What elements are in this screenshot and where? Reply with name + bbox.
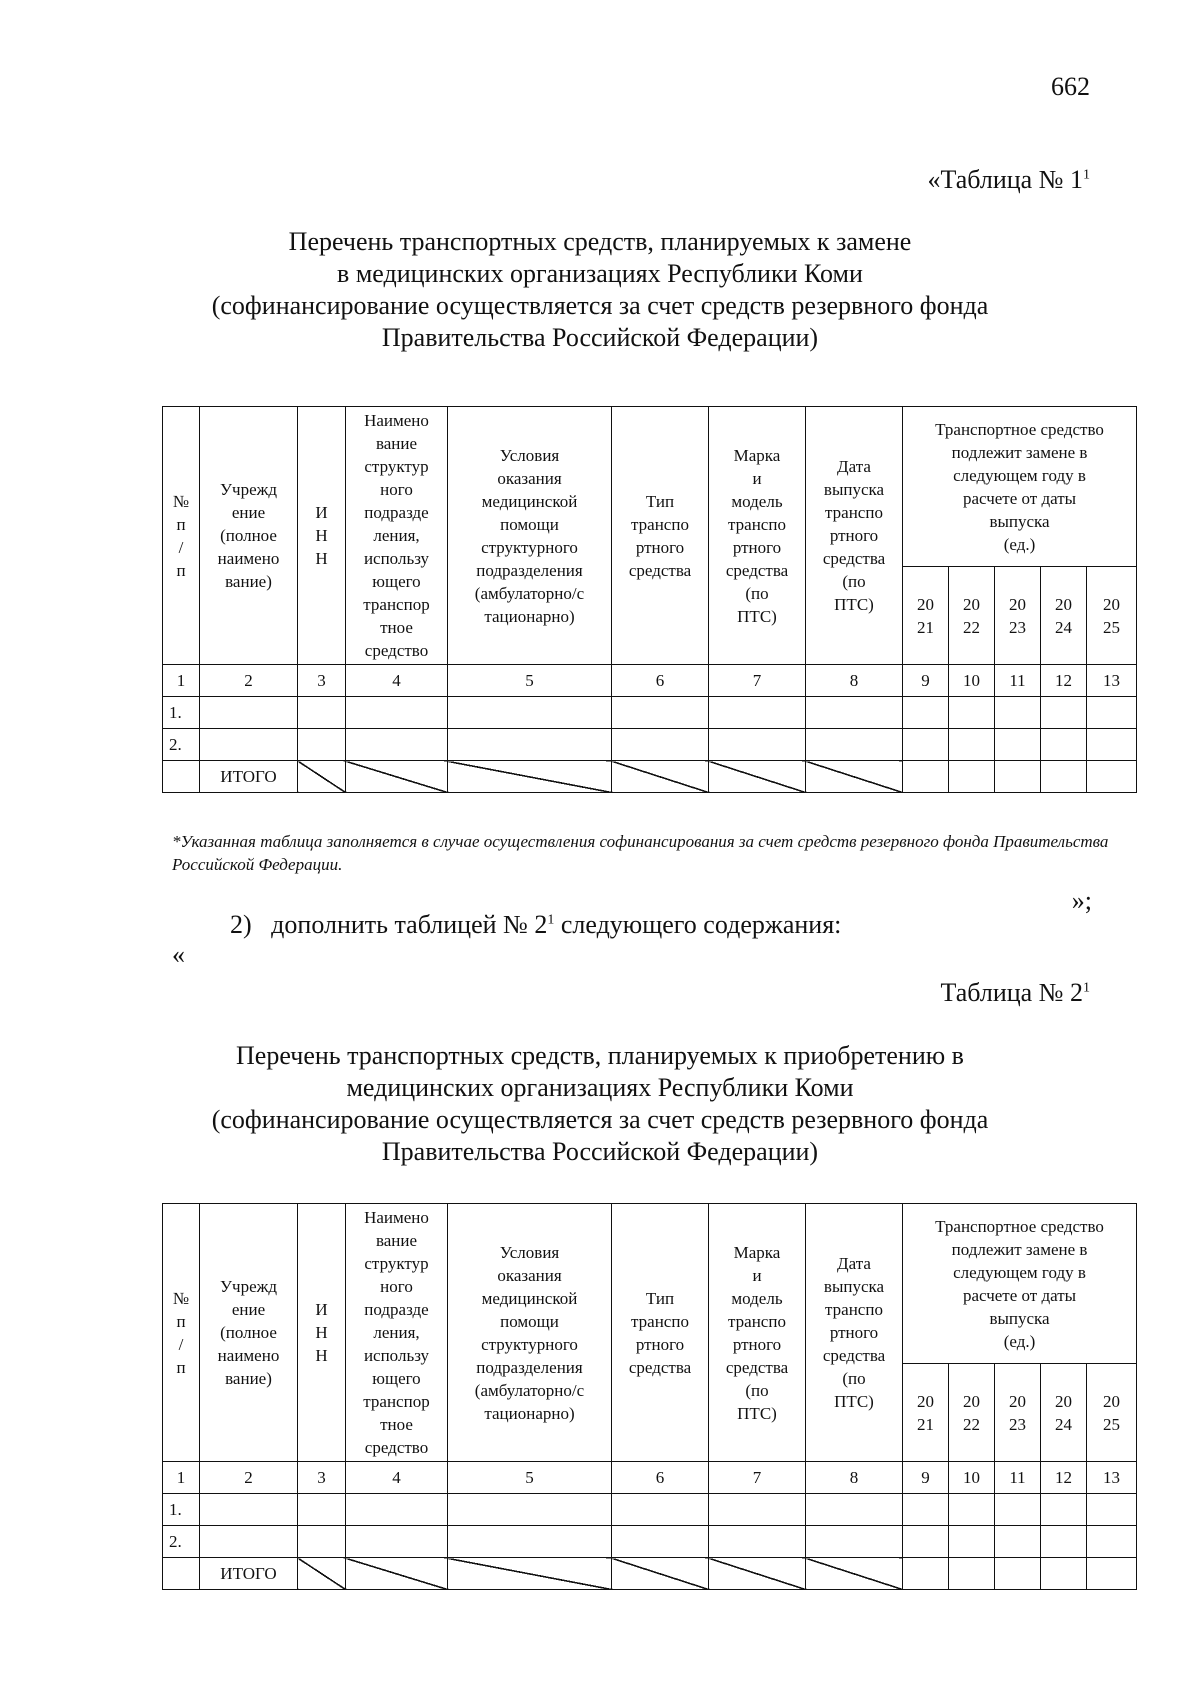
page-number: 662 — [1051, 72, 1090, 101]
header-release-date: Дата выпуска транспо ртного средства (по ПТС) — [806, 1204, 903, 1462]
table-cell — [903, 1526, 949, 1558]
table-cell — [298, 697, 346, 729]
table1-title-line: Перечень транспортных средств, планируемых к замене — [288, 227, 912, 256]
header-year: 20 22 — [949, 567, 995, 665]
table-cell — [1041, 761, 1087, 793]
col-num: 9 — [903, 665, 949, 697]
table1-title-line: в медицинских организациях Республики Коми — [337, 259, 863, 288]
table-cell — [612, 697, 709, 729]
header-year: 20 21 — [903, 567, 949, 665]
col-num: 4 — [346, 665, 448, 697]
table2-title-line: медицинских организациях Республики Коми — [346, 1073, 854, 1102]
row-number: 2. — [163, 1526, 200, 1558]
col-num: 13 — [1087, 1462, 1137, 1494]
diagonal-cell — [709, 761, 806, 793]
diagonal-cell — [709, 1558, 806, 1590]
table-cell — [200, 697, 298, 729]
col-num: 2 — [200, 1462, 298, 1494]
col-num: 2 — [200, 665, 298, 697]
table-cell — [903, 697, 949, 729]
paragraph-2 — [230, 910, 841, 940]
table-cell — [1041, 729, 1087, 761]
table-cell — [903, 1558, 949, 1590]
table-cell — [612, 1526, 709, 1558]
table1-label — [927, 165, 1090, 195]
header-year: 20 22 — [949, 1364, 995, 1462]
total-label: ИТОГО — [200, 1558, 298, 1590]
table-cell — [448, 1494, 612, 1526]
table1-label-sup: 1 — [1083, 167, 1090, 183]
table-row — [163, 1526, 1137, 1558]
table-row — [163, 729, 1137, 761]
col-num: 11 — [995, 1462, 1041, 1494]
col-num: 9 — [903, 1462, 949, 1494]
header-replacement: Транспортное средство подлежит замене в следующем году в расчете от даты выпуска (ед.) — [903, 407, 1137, 567]
header-year: 20 25 — [1087, 567, 1137, 665]
total-label: ИТОГО — [200, 761, 298, 793]
table-cell — [949, 1494, 995, 1526]
table-row — [163, 1494, 1137, 1526]
table-cell — [949, 1526, 995, 1558]
col-num: 8 — [806, 1462, 903, 1494]
table-cell — [1087, 761, 1137, 793]
table-cell — [612, 1494, 709, 1526]
header-year: 20 25 — [1087, 1364, 1137, 1462]
paragraph-number: 2) — [230, 910, 252, 939]
col-num: 4 — [346, 1462, 448, 1494]
table-cell — [709, 697, 806, 729]
table-cell — [1087, 1558, 1137, 1590]
table-cell — [163, 761, 200, 793]
col-num: 13 — [1087, 665, 1137, 697]
table-cell — [1041, 697, 1087, 729]
header-year: 20 24 — [1041, 1364, 1087, 1462]
opening-quote: « — [172, 940, 185, 969]
col-num: 12 — [1041, 1462, 1087, 1494]
table-cell — [1041, 1494, 1087, 1526]
col-num: 7 — [709, 665, 806, 697]
diagonal-cell — [298, 1558, 346, 1590]
header-subdivision: Наимено вание структур ного подразде ления, использу ющего транспор тное средство — [346, 1204, 448, 1462]
table-cell — [298, 1526, 346, 1558]
table2-label-sup: 1 — [1083, 980, 1090, 996]
col-num: 8 — [806, 665, 903, 697]
header-inn: И Н Н — [298, 407, 346, 665]
table-cell — [949, 761, 995, 793]
table-cell — [1041, 1526, 1087, 1558]
table-cell — [709, 1526, 806, 1558]
header-inn: И Н Н — [298, 1204, 346, 1462]
diagonal-cell — [346, 761, 448, 793]
table-cell — [346, 729, 448, 761]
table-cell — [1087, 1494, 1137, 1526]
table1-label-text: «Таблица № 1 — [927, 165, 1083, 194]
table-cell — [612, 729, 709, 761]
header-vehicle-type: Тип транспо ртного средства — [612, 407, 709, 665]
total-row — [163, 1558, 1137, 1590]
table2-title-line: Перечень транспортных средств, планируемых к приобретению в — [236, 1041, 964, 1070]
column-number-row — [163, 665, 1137, 697]
header-year: 20 23 — [995, 567, 1041, 665]
table-cell — [298, 729, 346, 761]
closing-quote: »; — [1071, 886, 1092, 915]
header-year: 20 21 — [903, 1364, 949, 1462]
footnote: *Указанная таблица заполняется в случае осуществления софинансирования за счет средств резервного фонда Правительства Российской Федерации. — [172, 832, 1109, 874]
table2-title-line: (софинансирование осуществляется за счет средств резервного фонда — [211, 1105, 989, 1134]
table-cell — [200, 1494, 298, 1526]
table-row — [163, 697, 1137, 729]
diagonal-cell — [448, 1558, 612, 1590]
table-cell — [298, 1494, 346, 1526]
header-year: 20 23 — [995, 1364, 1041, 1462]
table1-title-line: (софинансирование осуществляется за счет средств резервного фонда — [211, 291, 989, 320]
table-cell — [806, 1494, 903, 1526]
table-cell — [346, 1526, 448, 1558]
row-number: 1. — [163, 697, 200, 729]
header-institution: Учрежд ение (полное наимено вание) — [200, 407, 298, 665]
col-num: 12 — [1041, 665, 1087, 697]
table-cell — [949, 697, 995, 729]
table-cell — [995, 1526, 1041, 1558]
diagonal-cell — [806, 761, 903, 793]
table-cell — [903, 729, 949, 761]
table-cell — [806, 1526, 903, 1558]
table-cell — [995, 729, 1041, 761]
header-conditions: Условия оказания медицинской помощи структурного подразделения (амбулаторно/с тационарно) — [448, 407, 612, 665]
header-release-date: Дата выпуска транспо ртного средства (по ПТС) — [806, 407, 903, 665]
table2-title-line: Правительства Российской Федерации) — [381, 1137, 819, 1166]
table1-title — [160, 226, 1040, 354]
table-cell — [200, 729, 298, 761]
col-num: 6 — [612, 1462, 709, 1494]
table2-label-text: Таблица № 2 — [940, 978, 1083, 1007]
table-cell — [995, 1494, 1041, 1526]
table-cell — [709, 1494, 806, 1526]
diagonal-cell — [346, 1558, 448, 1590]
header-institution: Учрежд ение (полное наимено вание) — [200, 1204, 298, 1462]
table-cell — [1087, 729, 1137, 761]
col-num: 1 — [163, 665, 200, 697]
table-cell — [448, 697, 612, 729]
header-make-model: Марка и модель транспо ртного средства (по ПТС) — [709, 407, 806, 665]
table-cell — [903, 761, 949, 793]
table-cell — [200, 1526, 298, 1558]
row-number: 2. — [163, 729, 200, 761]
col-num: 3 — [298, 1462, 346, 1494]
total-row — [163, 761, 1137, 793]
col-num: 10 — [949, 665, 995, 697]
col-num: 6 — [612, 665, 709, 697]
table-cell — [346, 697, 448, 729]
table-cell — [1087, 697, 1137, 729]
table2-title — [160, 1040, 1040, 1168]
diagonal-cell — [612, 761, 709, 793]
table-cell — [448, 729, 612, 761]
paragraph-sup: 1 — [547, 912, 555, 928]
header-replacement: Транспортное средство подлежит замене в следующем году в расчете от даты выпуска (ед.) — [903, 1204, 1137, 1364]
paragraph-text: дополнить таблицей № 2 — [271, 910, 548, 939]
diagonal-cell — [612, 1558, 709, 1590]
header-number: № п / п — [163, 407, 200, 665]
col-num: 5 — [448, 1462, 612, 1494]
header-subdivision: Наимено вание структур ного подразде ления, использу ющего транспор тное средство — [346, 407, 448, 665]
header-conditions: Условия оказания медицинской помощи структурного подразделения (амбулаторно/с тационарно) — [448, 1204, 612, 1462]
col-num: 11 — [995, 665, 1041, 697]
table-cell — [995, 697, 1041, 729]
row-number: 1. — [163, 1494, 200, 1526]
table-cell — [1041, 1558, 1087, 1590]
table-cell — [903, 1494, 949, 1526]
table-cell — [806, 697, 903, 729]
table-cell — [949, 729, 995, 761]
diagonal-cell — [806, 1558, 903, 1590]
col-num: 5 — [448, 665, 612, 697]
col-num: 3 — [298, 665, 346, 697]
table-cell — [346, 1494, 448, 1526]
col-num: 7 — [709, 1462, 806, 1494]
paragraph-text-after: следующего содержания: — [554, 910, 842, 939]
col-num: 10 — [949, 1462, 995, 1494]
table2-label — [940, 978, 1090, 1008]
diagonal-cell — [298, 761, 346, 793]
header-number: № п / п — [163, 1204, 200, 1462]
table2 — [162, 1203, 1137, 1590]
table-cell — [1087, 1526, 1137, 1558]
table-cell — [995, 761, 1041, 793]
table-cell — [995, 1558, 1041, 1590]
column-number-row — [163, 1462, 1137, 1494]
header-make-model: Марка и модель транспо ртного средства (по ПТС) — [709, 1204, 806, 1462]
table1-title-line: Правительства Российской Федерации) — [381, 323, 819, 352]
table1 — [162, 406, 1137, 793]
table-cell — [163, 1558, 200, 1590]
table-cell — [806, 729, 903, 761]
table-cell — [448, 1526, 612, 1558]
table-cell — [949, 1558, 995, 1590]
header-vehicle-type: Тип транспо ртного средства — [612, 1204, 709, 1462]
col-num: 1 — [163, 1462, 200, 1494]
header-year: 20 24 — [1041, 567, 1087, 665]
diagonal-cell — [448, 761, 612, 793]
table-cell — [709, 729, 806, 761]
